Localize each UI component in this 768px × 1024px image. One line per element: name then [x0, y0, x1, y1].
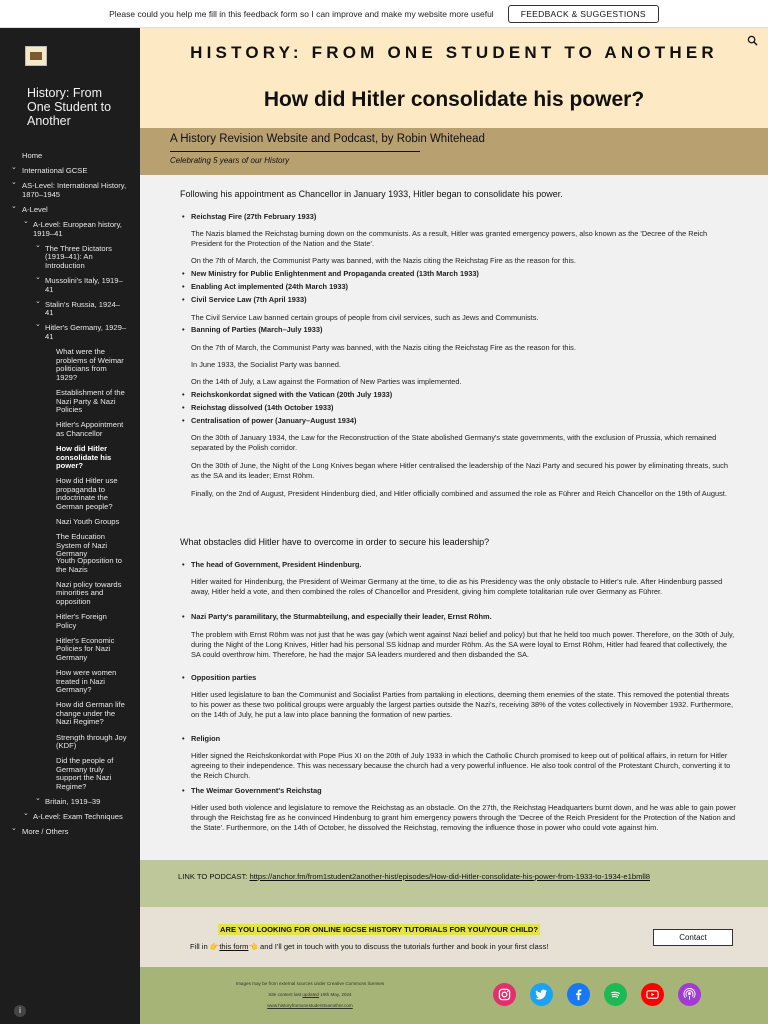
podcast-text	[178, 872, 738, 882]
sidebar-nav-item[interactable]	[56, 701, 134, 727]
paragraph: Hitler signed the Reichskonkordat with Pope Pius XI on the 20th of July 1933 in which the Catholic Church promised to keep out of political affairs, in return for Hitler agreeing to their independence. This was necessary because the church had a very powerful influence. He also took control of the Protestant Church, converting it to the Reich Church.	[191, 751, 731, 780]
sidebar-nav-item[interactable]	[35, 321, 134, 341]
chevron-down-icon[interactable]: ⌄	[35, 321, 41, 329]
paragraph: On the 7th of March, the Communist Party was banned, with the Nazis citing the Reichstag Fire as the reason for this.	[191, 343, 576, 352]
footer-updated	[210, 992, 410, 997]
sidebar-nav-label: Did the people of Germany truly support the Nazi Regime?	[56, 756, 114, 792]
sidebar-nav-item[interactable]	[23, 218, 134, 238]
updated-post: 19th May, 2024	[318, 992, 352, 997]
bullet-heading: • Opposition parties	[191, 673, 751, 683]
footer-credits: Images may be from external sources under Creative Commons licenses	[235, 981, 385, 986]
sidebar-nav-item[interactable]	[35, 274, 134, 294]
chevron-down-icon[interactable]: ⌄	[35, 274, 41, 281]
chevron-down-icon[interactable]: ⌄	[11, 825, 17, 833]
podcast-label: LINK TO PODCAST:	[178, 872, 250, 881]
updated-pre: Site content last	[268, 992, 303, 997]
info-icon[interactable]: i	[14, 1005, 26, 1017]
footer-domain[interactable]: www.historyfromonestudenttoanother.com	[267, 1003, 353, 1008]
sidebar-nav-label: A-Level	[22, 204, 48, 214]
chevron-down-icon[interactable]: ⌄	[35, 241, 41, 249]
twitter-icon[interactable]	[530, 983, 553, 1006]
bullet-heading: • Centralisation of power (January–August 1934)	[191, 416, 751, 426]
fill-pre: Fill in	[190, 942, 210, 951]
paragraph: Hitler waited for Hindenburg, the President of Weimar Germany at the time, to die as his Presidency was the only obstacle to Hitler's rule. After Hindenburg passed away, Hitler held a vote, and then combined the roles of Chancellor and President, giving him complete totalitarian rule over Germany as Führer.	[191, 577, 723, 596]
intro-text: Following his appointment as Chancellor in January 1933, Hitler began to consolidate his power.	[180, 189, 563, 199]
sidebar-nav-label: Establishment of the Nazi Party & Nazi Policies	[56, 388, 125, 415]
section-question: What obstacles did Hitler have to overcome in order to secure his leadership?	[180, 537, 490, 547]
sidebar-nav-label: Home	[22, 151, 43, 160]
sidebar-nav-item[interactable]	[56, 477, 134, 511]
sidebar-nav-label: The Three Dictators (1919–41): An Introduction	[45, 243, 112, 270]
bullet-heading: • Enabling Act implemented (24th March 1933)	[191, 282, 751, 292]
site-subtitle: A History Revision Website and Podcast, by Robin Whitehead	[170, 133, 485, 145]
sidebar-nav-item[interactable]	[35, 241, 134, 271]
chevron-down-icon[interactable]: ⌄	[11, 202, 17, 210]
feedback-banner	[0, 0, 768, 28]
chevron-down-icon[interactable]: ⌄	[11, 179, 17, 187]
bullet-heading: • New Ministry for Public Enlightenment and Propaganda created (13th March 1933)	[191, 269, 751, 279]
tutoring-form-link[interactable]: this form	[219, 942, 249, 951]
sidebar-nav-label: The Education System of Nazi Germany	[56, 532, 108, 559]
sidebar-nav-label: More / Others	[22, 827, 69, 837]
sidebar-nav-label: Youth Opposition to the Nazis	[56, 556, 123, 574]
bullet-heading: • Banning of Parties (March–July 1933)	[191, 325, 751, 335]
sidebar-nav-label: Britain, 1919–39	[45, 797, 101, 807]
spotify-icon[interactable]	[604, 983, 627, 1006]
tutoring-headline: ARE YOU LOOKING FOR ONLINE IGCSE HISTORY TUTORIALS FOR YOU/YOUR CHILD?	[220, 925, 538, 934]
paragraph: In June 1933, the Socialist Party was banned.	[191, 360, 341, 369]
sidebar-nav-label: What were the problems of Weimar politicians from 1929?	[56, 347, 124, 382]
instagram-icon[interactable]	[493, 983, 516, 1006]
sidebar-nav-item[interactable]	[56, 445, 134, 471]
site-logo[interactable]	[25, 46, 47, 66]
sidebar-nav-label: How did Hitler use propaganda to indoctrinate the German people?	[56, 476, 118, 512]
footer	[140, 967, 768, 1024]
sidebar-nav-item[interactable]	[56, 557, 134, 574]
page-header	[140, 28, 768, 128]
feedback-message: Please could you help me fill in this feedback form so I can improve and make my website more useful	[109, 8, 494, 19]
podcasts-icon[interactable]	[678, 983, 701, 1006]
sidebar-nav-item[interactable]	[56, 637, 134, 663]
sidebar-nav-label: Stalin's Russia, 1924–41	[45, 299, 120, 318]
feedback-button[interactable]: FEEDBACK & SUGGESTIONS	[508, 5, 659, 23]
paragraph: The Civil Service Law banned certain groups of people from civil services, such as Jews and Communists.	[191, 313, 539, 322]
paragraph: Hitler used both violence and legislature to remove the Reichstag as an obstacle. On the 27th, the Reichstag Headquarters burnt down, and he was able to gain power through the Reichstag fire as he convinced Hindenburg to grant him emergency powers through the 'Decree of the Reich President for the Protection of the Nation and the State'. Furthermore, on the 14th of October, he dissolved the Reichstag, removing the influence those in power who could vote against him.	[191, 803, 736, 832]
search-icon[interactable]	[747, 35, 758, 49]
tutoring-section	[140, 907, 768, 967]
contact-button[interactable]: Contact	[653, 929, 733, 946]
paragraph: Finally, on the 2nd of August, President Hindenburg died, and Hitler officially combined and assumed the role as Führer and Reich Chancellor on the 19th of August.	[191, 489, 727, 498]
paragraph: On the 7th of March, the Communist Party was banned, with the Nazis citing the Reichstag Fire as the reason for this.	[191, 256, 576, 265]
pointing-hand-icon: 👉	[209, 942, 220, 951]
divider	[170, 151, 420, 152]
sidebar-nav-label: How were women treated in Nazi Germany?	[56, 668, 117, 695]
site-title[interactable]: History: From One Student to Another	[27, 86, 112, 128]
paragraph: On the 30th of June, the Night of the Long Knives began where Hitler centralised the leadership of the Nazi Party and secured his power by eliminating threats, such as the SA and its leader; Ernst Röhm.	[191, 461, 728, 480]
bullet-heading: • Civil Service Law (7th April 1933)	[191, 295, 751, 305]
sidebar-nav-item[interactable]	[56, 669, 134, 695]
sidebar-nav-item[interactable]	[56, 581, 134, 607]
youtube-icon[interactable]	[641, 983, 664, 1006]
sidebar-nav-label: Mussolini's Italy, 1919–41	[45, 276, 123, 294]
tutoring-text	[190, 942, 549, 951]
paragraph: The Nazis blamed the Reichstag burning down on the communists. As a result, Hitler was granted emergency powers, also known as the 'Decree of the Reich President for the Protection of the Nation and the State'.	[191, 229, 708, 248]
sidebar-nav-item[interactable]	[56, 613, 134, 630]
sidebar-nav-item[interactable]	[11, 825, 134, 837]
page-title: How did Hitler consolidate his power?	[263, 88, 645, 111]
main-content	[140, 175, 768, 860]
podcast-link[interactable]: https://anchor.fm/from1student2another-hist/episodes/How-did-Hitler-consolidate-his-power-from-1933-to-1934-e1bmll8	[249, 872, 651, 881]
pointing-hand-icon: 👈	[248, 942, 258, 951]
bullet-heading: • Reichskonkordat signed with the Vatican (20th July 1933)	[191, 390, 751, 400]
sidebar-nav-item[interactable]	[35, 795, 134, 807]
chevron-down-icon[interactable]: ⌄	[35, 795, 41, 803]
paragraph: On the 30th of January 1934, the Law for the Reconstruction of the State abolished Germany's state governments, with the exclusion of Prussia, which remained separated by the Polish corridor.	[191, 433, 717, 452]
sidebar-nav-item[interactable]	[11, 202, 134, 215]
sidebar-nav-label: Nazi Youth Groups	[56, 517, 120, 527]
sidebar-nav-item[interactable]	[23, 810, 134, 822]
paragraph: Hitler used legislature to ban the Communist and Socialist Parties from partaking in elections, deeming them enemies of the state. This removed the potential threats to his power as these two political groups were arguably the largest parties outside the Nazi's, receiving 38% of the votes collectively in November 1932. Furthermore, on the 14th of July, he put a law into place banning the formation of new parties.	[191, 690, 734, 719]
sidebar-nav-item[interactable]	[35, 297, 134, 318]
sidebar-nav-item[interactable]	[56, 734, 134, 751]
sidebar-nav-label: Nazi policy towards minorities and opposition	[56, 579, 122, 606]
chevron-down-icon[interactable]: ⌄	[11, 164, 17, 172]
sidebar-nav-label: Hitler's Appointment as Chancellor	[56, 420, 124, 438]
sidebar-nav-item[interactable]	[22, 152, 134, 161]
subheader	[140, 128, 768, 175]
bullet-heading: • The head of Government, President Hindenburg.	[191, 560, 751, 570]
site-heading: HISTORY: FROM ONE STUDENT TO ANOTHER	[190, 43, 718, 62]
sidebar-nav-item[interactable]	[56, 518, 134, 527]
sidebar-nav-item[interactable]	[56, 348, 134, 382]
sidebar-nav-label: Hitler's Germany, 1929–41	[45, 323, 127, 341]
paragraph: On the 14th of July, a Law against the Formation of New Parties was implemented.	[191, 377, 462, 386]
bullet-heading: • Religion	[191, 734, 751, 744]
sidebar-nav-label: A-Level: Exam Techniques	[33, 812, 123, 822]
bullet-heading: • Reichstag dissolved (14th October 1933)	[191, 403, 751, 413]
sidebar-nav-label: AS-Level: International History, 1870–1945	[22, 181, 127, 199]
sidebar-nav-label: How did Hitler consolidate his power?	[56, 444, 112, 471]
sidebar-nav-label: Hitler's Foreign Policy	[56, 612, 107, 630]
facebook-icon[interactable]	[567, 983, 590, 1006]
sidebar-nav-item[interactable]	[56, 389, 134, 415]
paragraph: The problem with Ernst Röhm was not just that he was gay (which went against Nazi belief and policy) but that he held too much power. Therefore, on the 30th of July, during the Night of the Long Knives, Hitler had his personal SS kidnap and murder Röhm. As the SA were loyal to Ernst Röhm, Hitler had feared that collectively, the SA could overthrow him. Therefore, he had the major SA leaders murdered and then disbanded the SA.	[191, 630, 735, 659]
sidebar-nav-label: A-Level: European history, 1919–41	[33, 220, 122, 238]
social-links	[493, 983, 701, 1006]
sidebar-nav-item[interactable]	[56, 421, 134, 438]
sidebar-nav-label: Strength through Joy (KDF)	[56, 732, 127, 751]
sidebar-nav-label: Hitler's Economic Policies for Nazi Germany	[56, 635, 115, 662]
podcast-section	[140, 860, 768, 907]
sidebar-nav-item[interactable]	[56, 757, 134, 791]
bullet-heading: • Reichstag Fire (27th February 1933)	[191, 212, 751, 222]
tagline: Celebrating 5 years of our History	[170, 156, 290, 165]
sidebar-nav-item[interactable]	[11, 179, 134, 199]
chevron-down-icon[interactable]: ⌄	[23, 810, 29, 818]
sidebar	[0, 28, 140, 1024]
bullet-heading: • Nazi Party's paramilitary, the Sturmabteilung, and especially their leader, Ernst Röhm.	[191, 612, 751, 622]
sidebar-nav-item[interactable]	[11, 164, 134, 176]
sidebar-nav-label: How did German life change under the Nazi Regime?	[56, 700, 125, 727]
sidebar-nav-label: International GCSE	[22, 166, 88, 176]
fill-post: and I'll get in touch with you to discuss the tutorials further and book in your first class!	[257, 942, 549, 951]
chevron-down-icon[interactable]: ⌄	[23, 218, 29, 225]
bullet-heading: • The Weimar Government's Reichstag	[191, 786, 751, 796]
chevron-down-icon[interactable]: ⌄	[35, 297, 41, 305]
updated-link[interactable]: updated	[302, 992, 319, 997]
